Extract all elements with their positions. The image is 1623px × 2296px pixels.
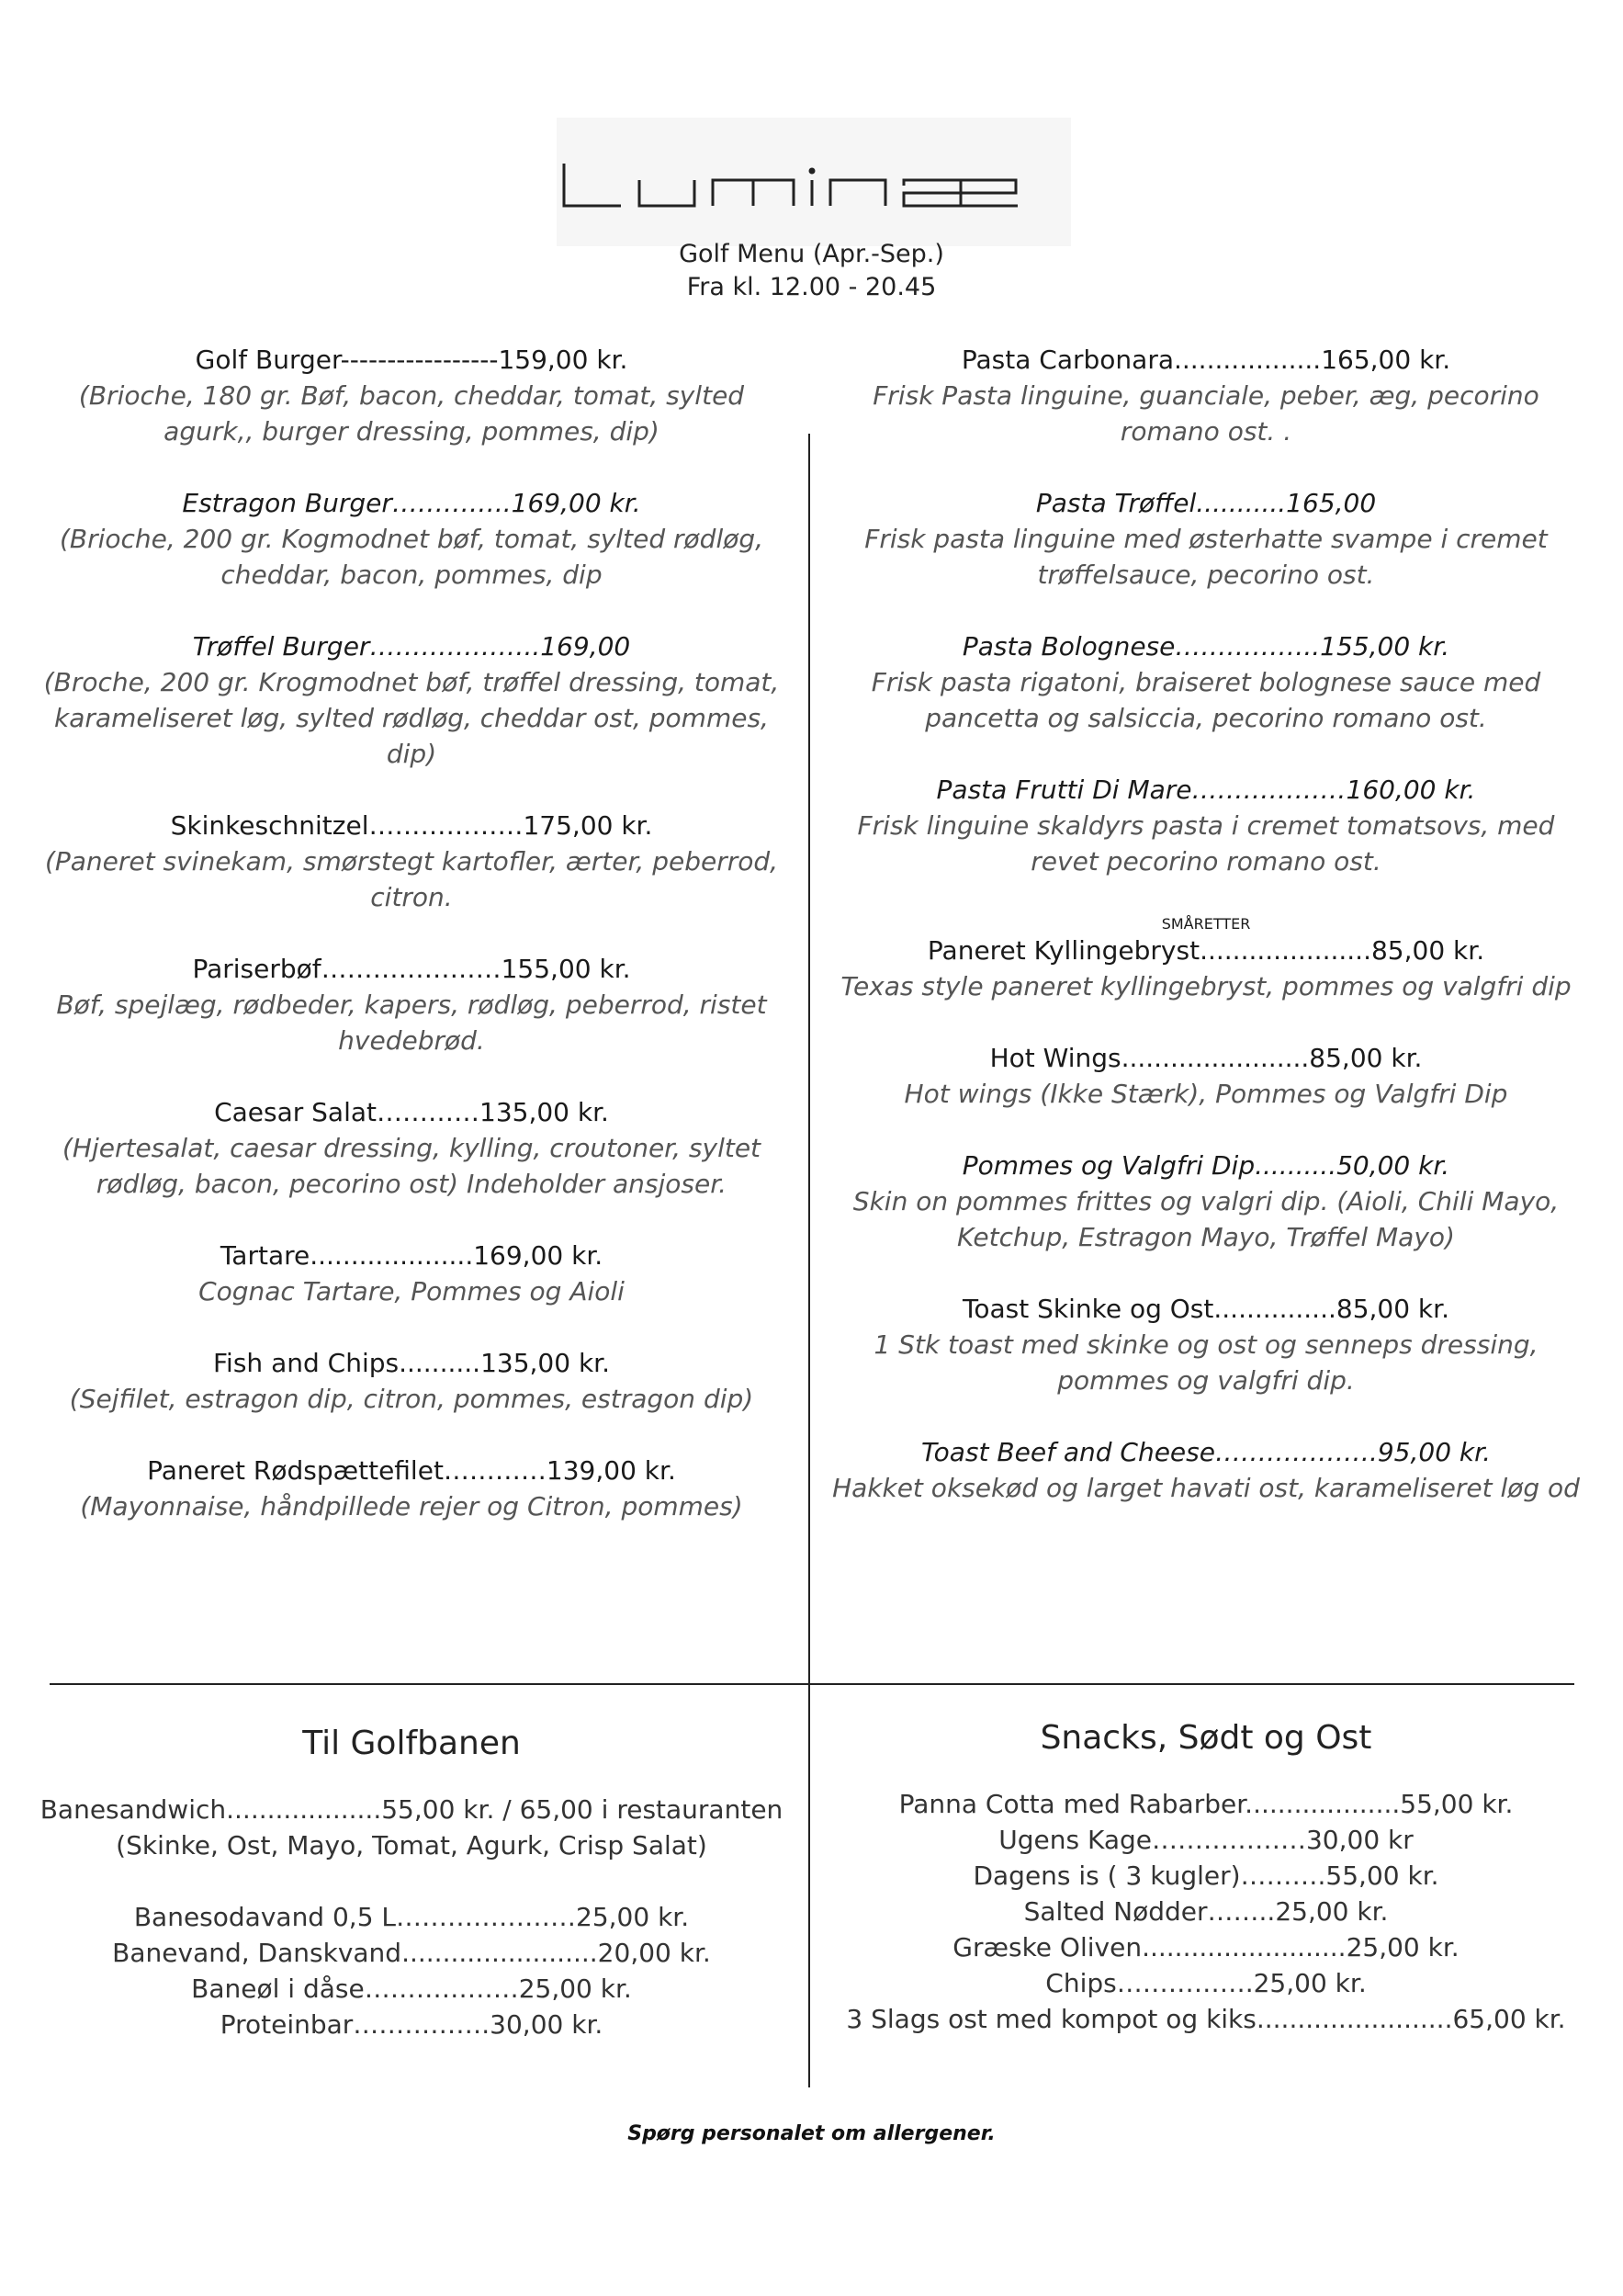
menu-item (825, 933, 1587, 1004)
list-item: Chips…………….25,00 kr. (1045, 1968, 1367, 1998)
item-name: Pasta Bolognese……………..155,00 kr. (962, 631, 1450, 662)
list-item: 3 Slags ost med kompot og kiks........................65,00 kr. (846, 2004, 1566, 2034)
list-item: Banesandwich...................55,00 kr. / 65,00 i restauranten (39, 1794, 783, 1825)
section-title: Snacks, Sødt og Ost (1040, 1719, 1372, 1757)
snacks-section (825, 1718, 1587, 2037)
menu-item (35, 342, 788, 449)
item-name: Pariserbøf…………………155,00 kr. (192, 954, 631, 984)
item-description: Frisk pasta linguine med østerhatte svampe i cremet trøffelsauce, pecorino ost. (864, 524, 1548, 590)
list-item: Proteinbar…………….30,00 kr. (220, 2009, 603, 2040)
item-name: Toast Beef and Cheese……………….95,00 kr. (921, 1437, 1491, 1467)
list-item: Græske Oliven.........................25,00 kr. (952, 1932, 1460, 1962)
item-name: Paneret Rødspættefilet…………139,00 kr. (147, 1455, 676, 1486)
item-description: Cognac Tartare, Pommes og Aioli (198, 1276, 625, 1306)
item-description: Frisk linguine skaldyrs pasta i cremet tomatsovs, med revet pecorino romano ost. (857, 810, 1555, 877)
section-title-smaretter: SMÅRETTER (1161, 915, 1251, 933)
item-name: Tartare....................169,00 kr. (220, 1240, 603, 1271)
item-name: Golf Burger-----------------159,00 kr. (195, 345, 628, 375)
item-name: Hot Wings.......................85,00 kr. (989, 1043, 1423, 1073)
item-description: (Sejfilet, estragon dip, citron, pommes, estragon dip) (69, 1384, 754, 1414)
item-description: (Paneret svinekam, smørstegt kartofler, ærter, peberrod, citron. (44, 846, 779, 912)
menu-item (825, 1434, 1587, 1506)
menu-item (825, 1291, 1587, 1398)
list-item: Salted Nødder……..25,00 kr. (1023, 1896, 1389, 1927)
golf-course-section (35, 1724, 788, 2042)
menu-item (35, 1453, 788, 1524)
allergen-note: Spørg personalet om allergener. (627, 2122, 996, 2145)
list-item: Banevand, Danskvand........................20,00 kr. (112, 1938, 711, 1968)
item-description: Hot wings (Ikke Stærk), Pommes og Valgfri Dip (904, 1079, 1508, 1109)
menu-item (825, 342, 1587, 449)
item-description: Skin on pommes frittes og valgri dip. (Aioli, Chili Mayo, Ketchup, Estragon Mayo, Trøffel Mayo) (852, 1186, 1560, 1252)
menu-item (825, 485, 1587, 593)
menu-item (35, 1345, 788, 1417)
item-name: Trøffel Burger………………..169,00 (192, 631, 631, 662)
menu-item (825, 772, 1587, 879)
item-name: Estragon Burger…………..169,00 kr. (182, 488, 641, 518)
menu-item (825, 628, 1587, 736)
menu-item (35, 485, 788, 593)
menu-item (825, 1148, 1587, 1255)
list-item: Ugens Kage………………30,00 kr (998, 1825, 1414, 1855)
menu-item (35, 1094, 788, 1202)
item-description: Frisk pasta rigatoni, braiseret bolognese sauce med pancetta og salsiccia, pecorino romano ost. (871, 667, 1541, 733)
item-name: Skinkeschnitzel………………175,00 kr. (170, 810, 653, 841)
main-dishes-column (35, 342, 788, 1560)
item-name: Toast Skinke og Ost...............85,00 kr. (963, 1294, 1449, 1324)
list-item: Banesodavand 0,5 L…………………25,00 kr. (133, 1902, 690, 1932)
item-description: Bøf, spejlæg, rødbeder, kapers, rødløg, peberrod, ristet hvedebrød. (56, 990, 767, 1056)
item-name: Caesar Salat…………135,00 kr. (214, 1097, 609, 1127)
item-description: (Brioche, 180 gr. Bøf, bacon, cheddar, tomat, sylted agurk,, burger dressing, pommes, dip) (78, 380, 745, 447)
item-description: (Hjertesalat, caesar dressing, kylling, croutoner, syltet rødløg, bacon, pecorino ost) Indeholder ansjoser. (62, 1133, 761, 1199)
item-description: Texas style paneret kyllingebryst, pommes og valgfri dip (840, 971, 1572, 1001)
menu-item (35, 951, 788, 1058)
item-name: Pasta Trøffel...........165,00 (1035, 488, 1377, 518)
item-description: 1 Stk toast med skinke og ost og senneps dressing, pommes og valgfri dip. (873, 1329, 1538, 1396)
item-name: Paneret Kyllingebryst.....................85,00 kr. (927, 935, 1485, 966)
item-description: Hakket oksekød og larget havati ost, karameliseret løg od (832, 1473, 1580, 1503)
list-item: (Skinke, Ost, Mayo, Tomat, Agurk, Crisp Salat) (116, 1830, 707, 1861)
item-description: (Mayonnaise, håndpillede rejer og Citron, pommes) (80, 1491, 743, 1521)
menu-item (35, 1238, 788, 1309)
list-item: Baneøl i dåse………………25,00 kr. (191, 1974, 632, 2004)
item-name: Pasta Frutti Di Mare………………160,00 kr. (936, 775, 1476, 805)
menu-subtitle: Golf Menu (Apr.-Sep.) (679, 240, 944, 268)
menu-item (825, 1040, 1587, 1112)
pasta-and-small-dishes-column (825, 342, 1587, 1559)
list-item: Panna Cotta med Rabarber...................55,00 kr. (898, 1789, 1514, 1819)
logo (557, 118, 1071, 246)
item-name: Fish and Chips..........135,00 kr. (212, 1348, 611, 1378)
column-divider (808, 434, 810, 2087)
item-description: (Broche, 200 gr. Krogmodnet bøf, trøffel dressing, tomat, karameliseret løg, sylted rødløg, cheddar ost, pommes, dip) (43, 667, 780, 769)
menu-item (35, 628, 788, 772)
section-divider (50, 1683, 1574, 1685)
item-name: Pommes og Valgfri Dip..........50,00 kr. (962, 1150, 1450, 1181)
luminae-logo-icon (557, 118, 1071, 246)
menu-item (35, 808, 788, 915)
section-title: Til Golfbanen (302, 1725, 521, 1762)
item-description: (Brioche, 200 gr. Kogmodnet bøf, tomat, sylted rødløg, cheddar, bacon, pommes, dip (59, 524, 764, 590)
item-name: Pasta Carbonara..................165,00 kr. (961, 345, 1451, 375)
item-description: Frisk Pasta linguine, guanciale, peber, æg, pecorino romano ost. . (873, 380, 1539, 447)
opening-hours: Fra kl. 12.00 - 20.45 (686, 273, 937, 301)
list-item: Dagens is ( 3 kugler)……….55,00 kr. (973, 1861, 1439, 1891)
